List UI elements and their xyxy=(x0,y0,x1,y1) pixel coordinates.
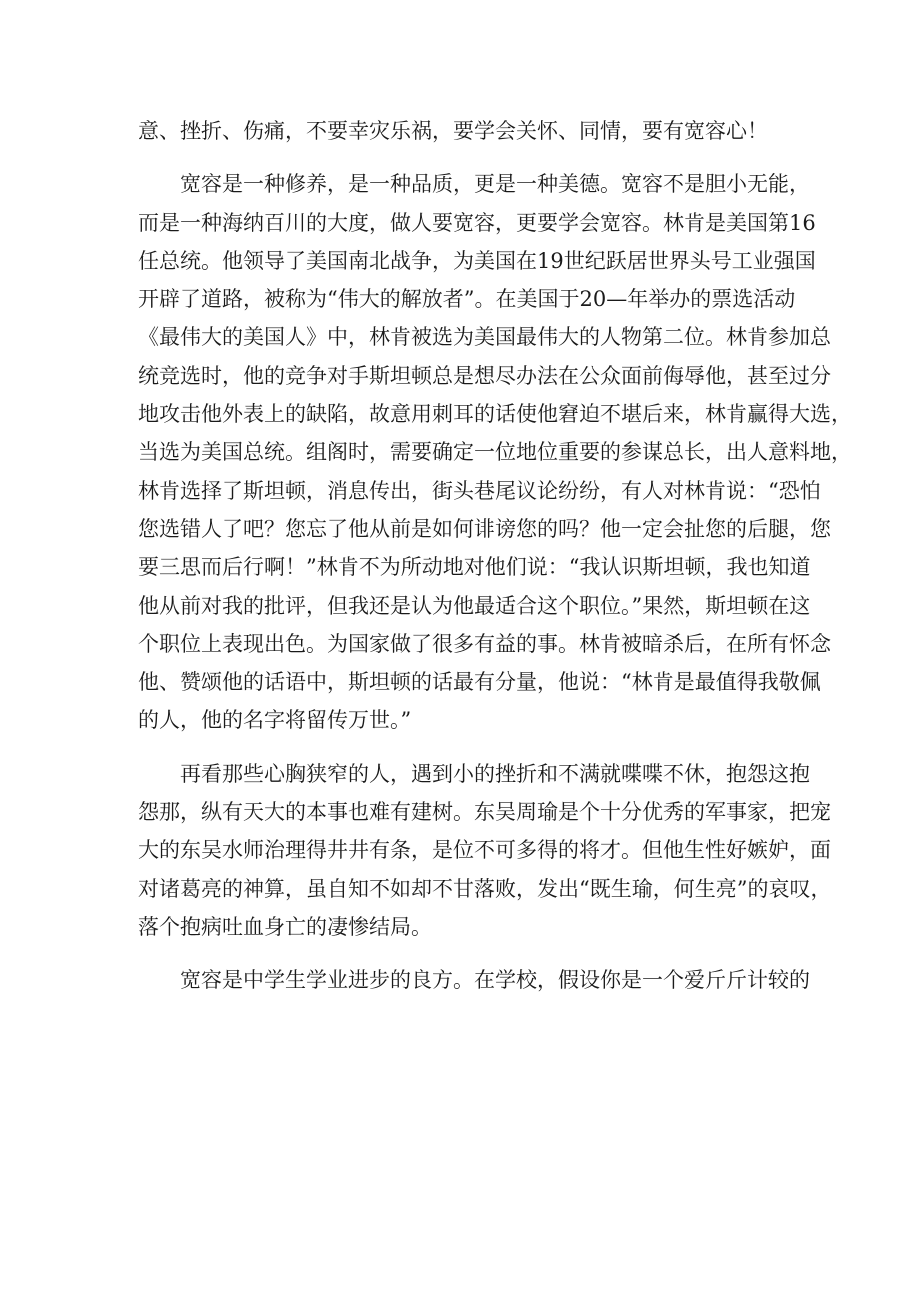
text-line: 当选为美国总统。组阁时，需要确定一位地位重要的参谋总长，出人意料地， xyxy=(138,440,852,465)
text-line: 再看那些心胸狭窄的人，遇到小的挫折和不满就喋喋不休，抱怨这抱 xyxy=(180,761,810,786)
paragraph-gap xyxy=(138,150,794,165)
text-line: 而是一种海纳百川的大度，做人要宽容，更要学会宽容。林肯是美国第16 xyxy=(138,210,816,235)
text-line: 要三思而后行啊！”林肯不为所动地对他们说：“我认识斯坦顿，我也知道 xyxy=(138,555,811,580)
text-line: 他、赞颂他的话语中，斯坦顿的话最有分量，他说：“林肯是最值得我敬佩 xyxy=(138,670,821,695)
text-line: 他从前对我的批评，但我还是认为他最适合这个职位。”果然，斯坦顿在这 xyxy=(138,593,811,618)
text-line: 您选错人了吧？您忘了他从前是如何诽谤您的吗？他一定会扯您的后腿，您 xyxy=(138,516,831,541)
paragraph-gap xyxy=(138,740,794,755)
paragraph xyxy=(138,961,810,999)
text-line: 地攻击他外表上的缺陷，故意用刺耳的话使他窘迫不堪后来，林肯赢得大选， xyxy=(138,402,852,427)
text-line: 落个抱病吐血身亡的凄惨结局。 xyxy=(138,914,432,939)
text-line: 林肯选择了斯坦顿，消息传出，街头巷尾议论纷纷，有人对林肯说：“恐怕 xyxy=(138,478,821,503)
paragraph xyxy=(138,755,832,946)
paragraph xyxy=(138,165,852,739)
text-line: 的人，他的名字将留传万世。” xyxy=(138,708,412,733)
text-line: 开辟了道路，被称为“伟大的解放者”。在美国于20—年举办的票选活动 xyxy=(138,287,796,312)
text-line: 意、挫折、伤痛，不要幸灾乐祸，要学会关怀、同情，要有宽容心！ xyxy=(138,119,768,143)
paragraph-gap xyxy=(138,946,794,961)
paragraph xyxy=(138,112,794,150)
text-line: 对诸葛亮的神算，虽自知不如却不甘落败，发出“既生瑜，何生亮”的哀叹， xyxy=(138,876,832,901)
text-line: 宽容是一种修养，是一种品质，更是一种美德。宽容不是胆小无能， xyxy=(180,172,810,197)
text-line: 任总统。他领导了美国南北战争，为美国在19世纪跃居世界头号工业强国 xyxy=(138,248,816,273)
text-line: 怨那，纵有天大的本事也难有建树。东吴周瑜是个十分优秀的军事家，把宠 xyxy=(138,800,831,825)
text-line: 《最伟大的美国人》中，林肯被选为美国最伟大的人物第二位。林肯参加总 xyxy=(138,325,831,350)
text-line: 个职位上表现出色。为国家做了很多有益的事。林肯被暗杀后，在所有怀念 xyxy=(138,631,831,656)
text-line: 统竞选时，他的竞争对手斯坦顿总是想尽办法在公众面前侮辱他，甚至过分 xyxy=(138,363,831,388)
document-body xyxy=(138,112,852,1000)
text-line: 宽容是中学生学业进步的良方。在学校，假设你是一个爱斤斤计较的 xyxy=(180,968,810,993)
text-line: 大的东吴水师治理得井井有条，是位不可多得的将才。但他生性好嫉妒，面 xyxy=(138,838,831,863)
